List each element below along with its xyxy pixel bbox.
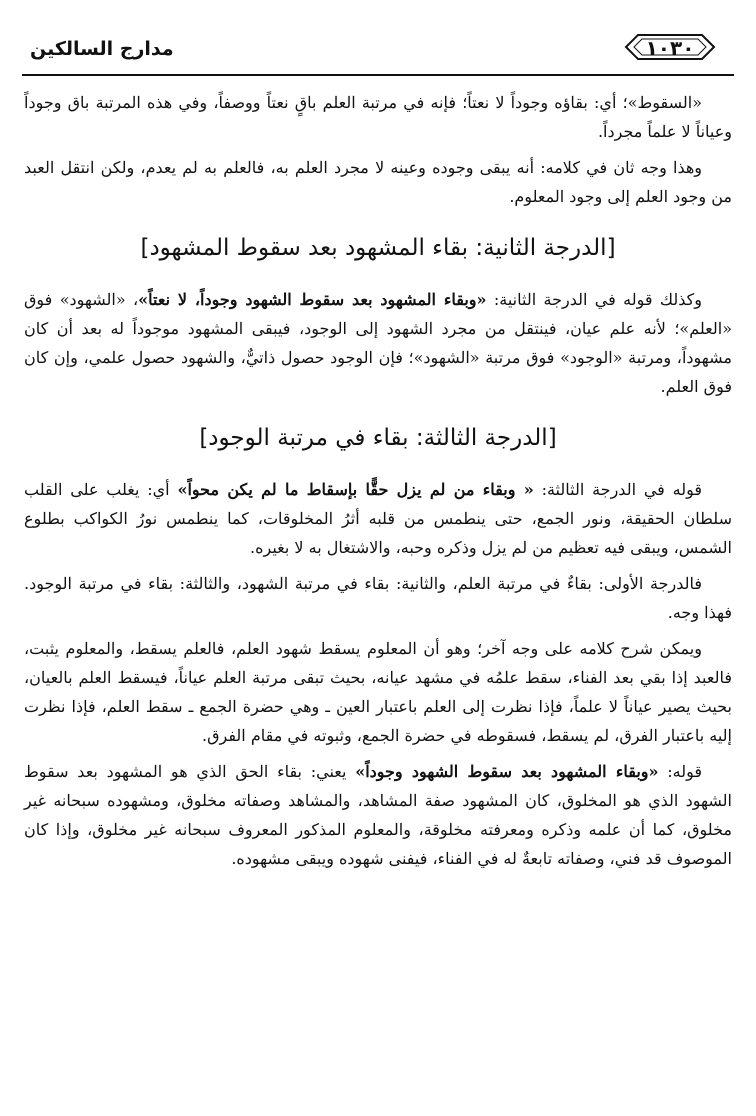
heading-title: الدرجة الثالثة: بقاء في مرتبة الوجود bbox=[208, 425, 548, 451]
paragraph-text: ، «الشهود» فوق «العلم»؛ لأنه علم عيان، فينتقل من مجرد الشهود إلى الوجود، فيبقى المشهود موجوداً له بعد أن كان مشهوداً، ومرتبة «الوجود» فوق مرتبة «الشهود»؛ فإن الوجود حصول ذاتيٌّ، والشهود حصول علمي، وإن كان فوق العلم. bbox=[24, 290, 732, 396]
paragraph-text: فالدرجة الأولى: بقاءٌ في مرتبة العلم، والثانية: بقاء في مرتبة الشهود، والثالثة: بقاء في مرتبة الوجود. فهذا وجه. bbox=[24, 574, 732, 622]
page-number: ١٠٣٠ bbox=[645, 36, 695, 60]
section-heading-2 bbox=[24, 231, 732, 265]
heading-bracket-close: ] bbox=[140, 235, 150, 261]
paragraph bbox=[24, 475, 732, 562]
section-2-body bbox=[24, 285, 732, 401]
header-divider bbox=[22, 74, 734, 76]
section-3-body bbox=[24, 475, 732, 873]
page-body bbox=[24, 88, 732, 880]
paragraph bbox=[24, 285, 732, 401]
paragraph-text: ويمكن شرح كلامه على وجه آخر؛ وهو أن المعلوم يسقط شهود العلم، فالعلم يسقط، والمعلوم يثبت، فالعبد إذا بقي بعد الفناء، سقط علمُه في مشهد عيانه، بحيث تبقى مرتبة العلم عياناً، فيسقط العلم بالعيان، بحيث يصير عياناً لا علماً، فإذا نظرت إلى العلم باعتبار العين ـ وهي حضرة الجمع ـ سقط العلم، فإذا نظرت إليه باعتبار الفرق، لم يسقط، فسقوطه في حضرة الجمع، وثبوته في مقام الفرق. bbox=[24, 639, 732, 745]
heading-bracket-open: [ bbox=[606, 235, 616, 261]
paragraph-text: أي: يغلب على القلب سلطان الحقيقة، ونور الجمع، حتى ينطمس من قلبه أثرُ المخلوقات، كما ينطمس نورُ الكواكب بطلوع الشمس، ويبقى فيه تعظيم من لم يزل وذكره وحبه، والاشتغال به لا بغيره. bbox=[24, 480, 732, 557]
paragraph-text: قوله: bbox=[658, 762, 703, 781]
page-number-frame bbox=[624, 32, 716, 62]
quoted-text: « وبقاء من لم يزل حقًّا بإسقاط ما لم يكن محواً» bbox=[177, 480, 534, 499]
heading-bracket-open: [ bbox=[547, 425, 557, 451]
paragraph-text: قوله في الدرجة الثالثة: bbox=[533, 480, 703, 499]
paragraph-text: وكذلك قوله في الدرجة الثانية: bbox=[486, 290, 702, 309]
heading-title: الدرجة الثانية: بقاء المشهود بعد سقوط المشهود bbox=[149, 235, 607, 261]
running-header bbox=[22, 30, 734, 70]
paragraph-text: يعني: بقاء الحق الذي هو المشهود بعد سقوط الشهود الذي هو المخلوق، كان المشهود صفة المشاهد، والمشاهد وصفاته مخلوق، ومشهوده سبحانه غير مخلوق، كما أن علمه وذكره ومعرفته مخلوقة، والمعلوم المذكور المعروف سبحانه غير مخلوق، وإذا كان الموصوف قد فني، وصفاته تابعةٌ له في الفناء، فيفنى شهوده ويبقى مشهوده. bbox=[24, 762, 732, 868]
paragraph-text: «السقوط»؛ أي: بقاؤه وجوداً لا نعتاً؛ فإنه في مرتبة العلم باقٍ نعتاً ووصفاً، وفي هذه المرتبة باق وجوداً وعياناً لا علماً مجرداً. bbox=[24, 93, 732, 141]
paragraph bbox=[24, 569, 732, 627]
section-heading-3 bbox=[24, 421, 732, 455]
paragraph bbox=[24, 757, 732, 873]
paragraph bbox=[24, 634, 732, 750]
heading-bracket-close: ] bbox=[199, 425, 209, 451]
paragraph-text: وهذا وجه ثان في كلامه: أنه يبقى وجوده وعينه لا مجرد العلم به، فالعلم به لم يعدم، ولكن انتقل العبد من وجود العلم إلى وجود المعلوم. bbox=[24, 158, 732, 206]
intro-section bbox=[24, 88, 732, 211]
book-title: مدارج السالكين bbox=[30, 38, 174, 60]
quoted-text: «وبقاء المشهود بعد سقوط الشهود وجوداً، لا نعتاً» bbox=[138, 290, 487, 309]
quoted-text: «وبقاء المشهود بعد سقوط الشهود وجوداً» bbox=[355, 762, 659, 781]
paragraph bbox=[24, 153, 732, 211]
paragraph bbox=[24, 88, 732, 146]
